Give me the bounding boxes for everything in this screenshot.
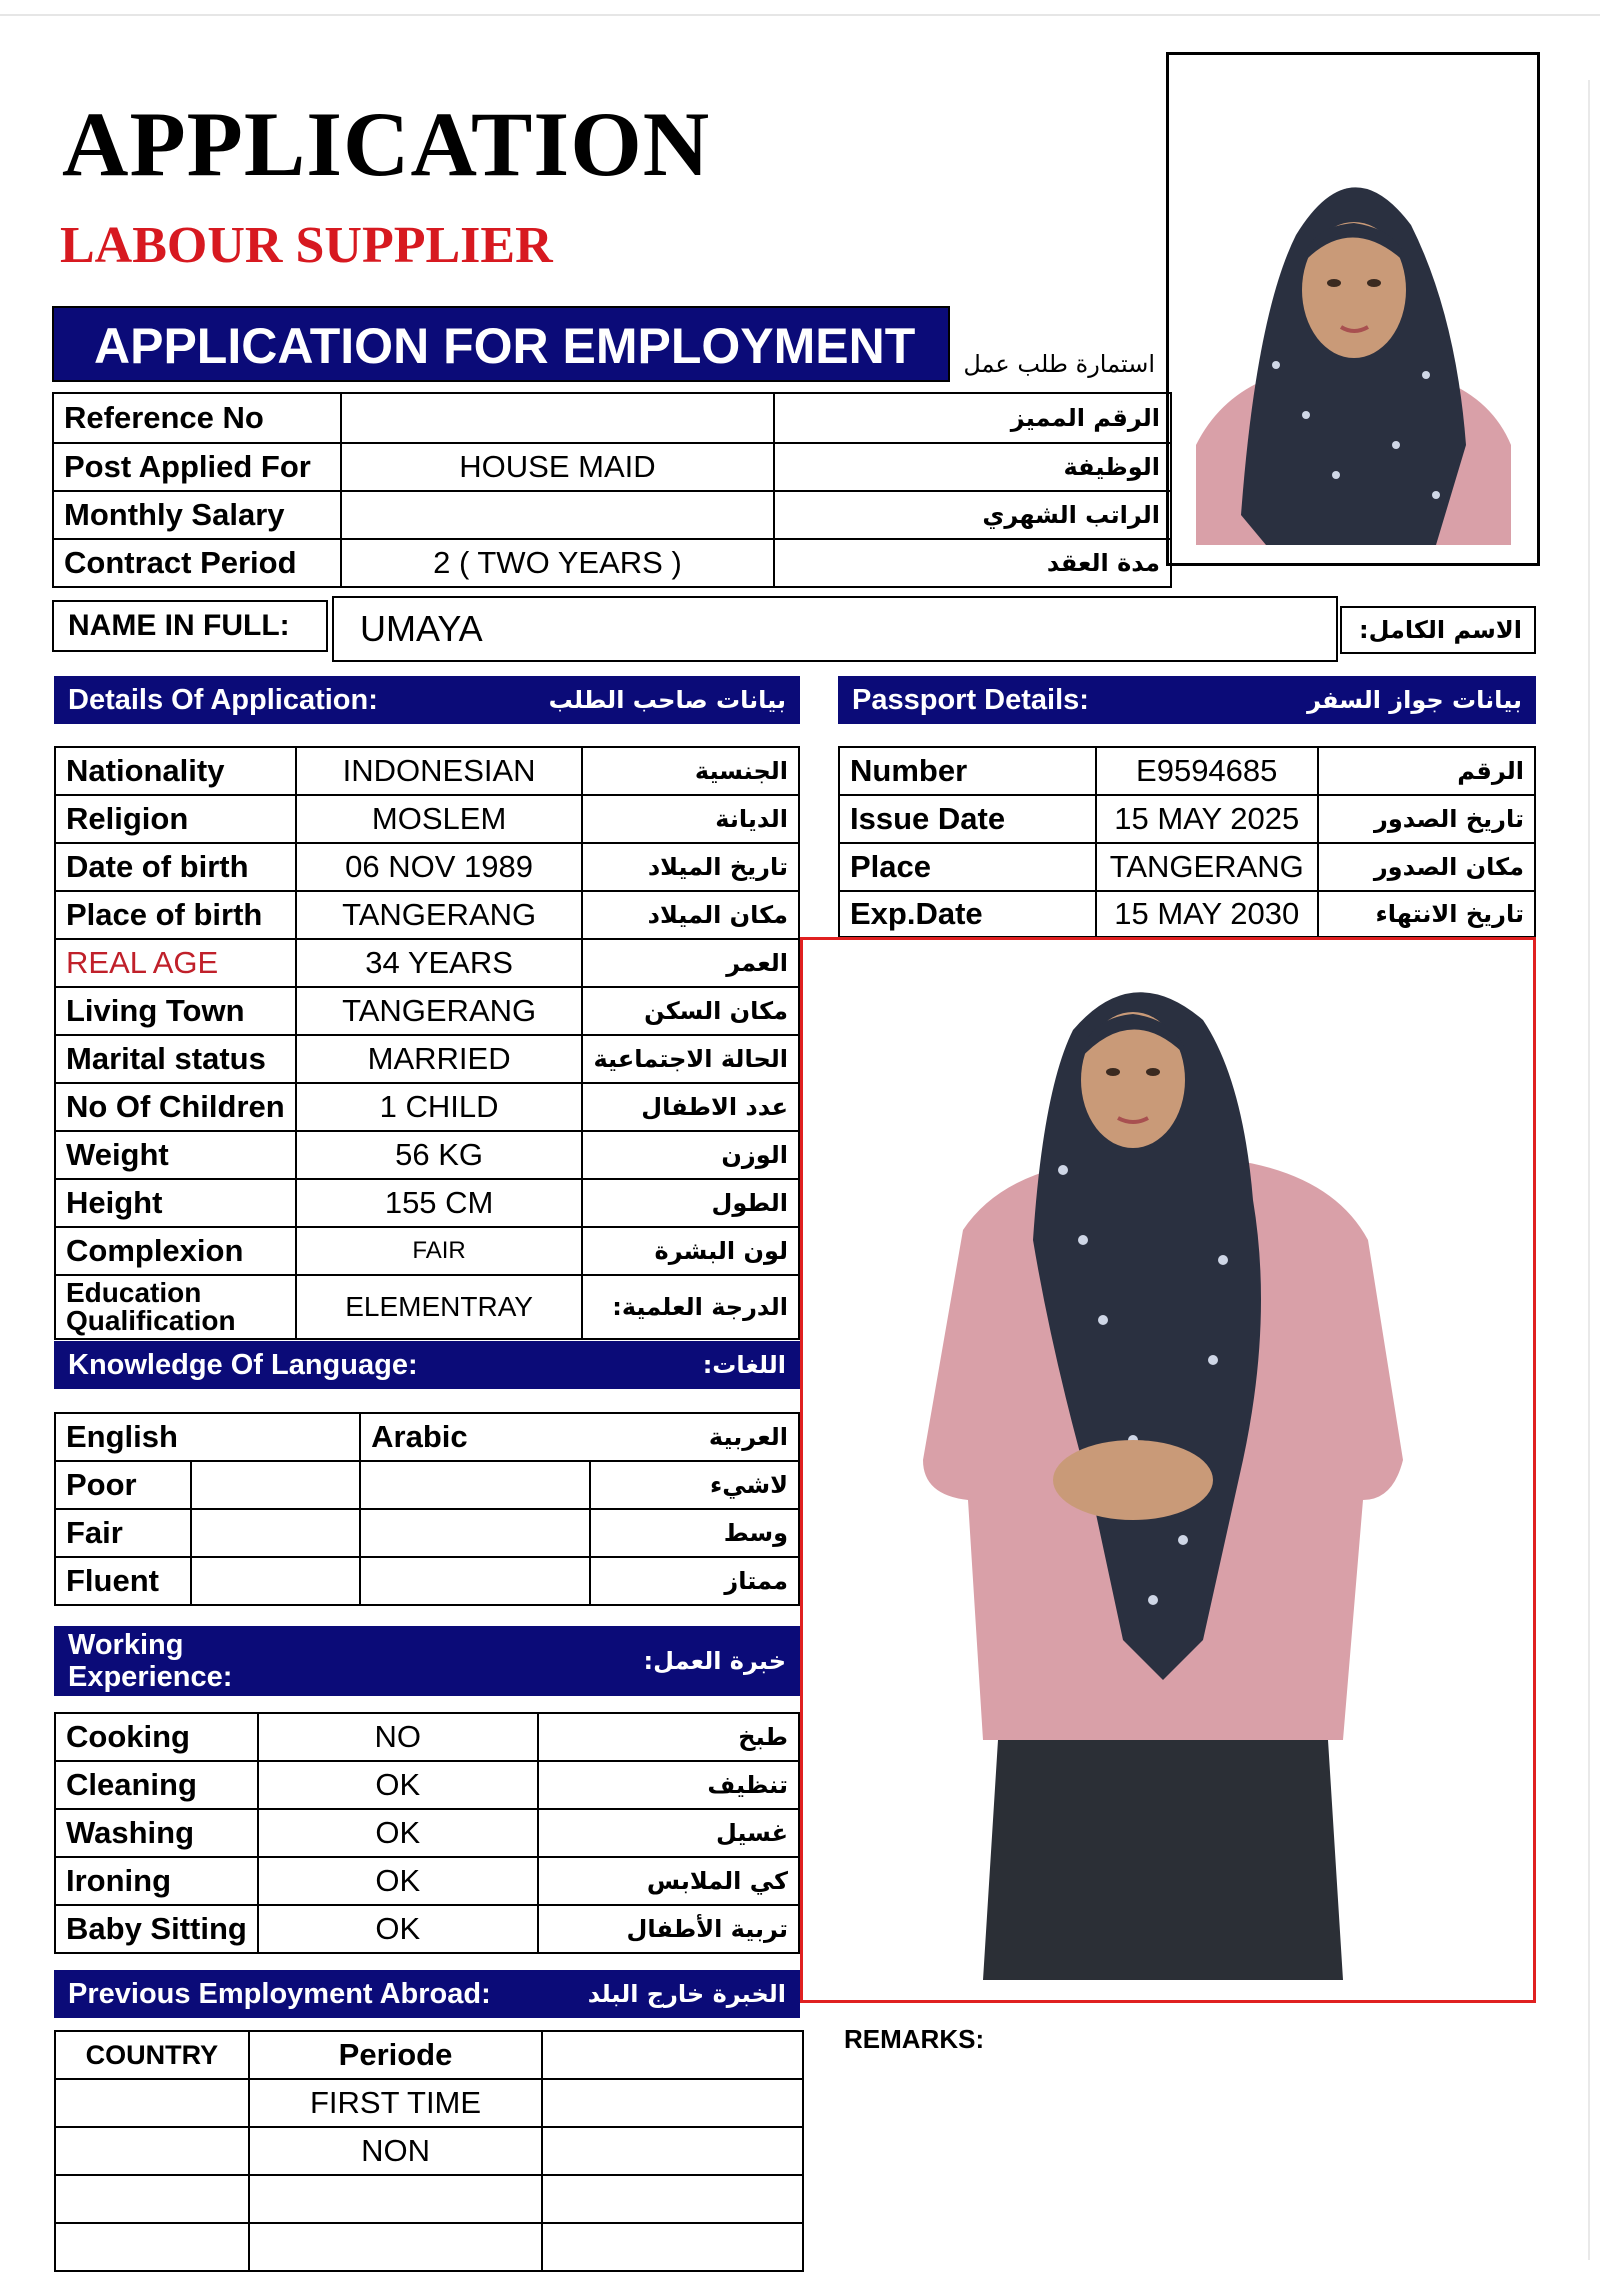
detail-value-weight[interactable]: 56 KG bbox=[296, 1131, 583, 1179]
exp-label-cleaning-ar: تنظيف bbox=[538, 1761, 799, 1809]
language-level-fair-ar: وسط bbox=[590, 1509, 799, 1557]
details-section-header bbox=[54, 676, 800, 724]
table-row bbox=[53, 491, 1171, 539]
passport-value-issue[interactable]: 15 MAY 2025 bbox=[1096, 795, 1318, 843]
previous-heading-arabic: الخبرة خارج البلد bbox=[587, 1980, 786, 2008]
language-arabic-fair-cell[interactable] bbox=[360, 1509, 589, 1557]
passport-label-issue-ar: تاريخ الصدور bbox=[1318, 795, 1535, 843]
job-label-reference-ar: الرقم المميز bbox=[774, 393, 1171, 443]
language-level-poor: Poor bbox=[55, 1461, 191, 1509]
detail-label-children-ar: عدد الاطفال bbox=[582, 1083, 799, 1131]
table-row bbox=[55, 2079, 803, 2127]
previous-period-4[interactable] bbox=[249, 2223, 542, 2271]
right-rule bbox=[1588, 80, 1590, 2260]
page-title: APPLICATION bbox=[62, 93, 711, 195]
detail-label-pob-ar: مكان الميلاد bbox=[582, 891, 799, 939]
exp-label-cooking: Cooking bbox=[55, 1713, 258, 1761]
job-label-salary: Monthly Salary bbox=[53, 491, 341, 539]
exp-value-cleaning[interactable]: OK bbox=[258, 1761, 538, 1809]
table-row bbox=[55, 1413, 799, 1461]
table-row bbox=[55, 1761, 799, 1809]
passport-label-number: Number bbox=[839, 747, 1096, 795]
table-row bbox=[55, 1809, 799, 1857]
detail-label-weight: Weight bbox=[55, 1131, 296, 1179]
exp-value-ironing[interactable]: OK bbox=[258, 1857, 538, 1905]
job-label-contract-ar: مدة العقد bbox=[774, 539, 1171, 587]
table-row bbox=[55, 1083, 799, 1131]
detail-label-complexion: Complexion bbox=[55, 1227, 296, 1275]
job-label-reference: Reference No bbox=[53, 393, 341, 443]
passport-heading-arabic: بيانات جواز السفر bbox=[1307, 686, 1522, 714]
detail-value-children[interactable]: 1 CHILD bbox=[296, 1083, 583, 1131]
passport-label-exp-ar: تاريخ الانتهاء bbox=[1318, 891, 1535, 937]
language-arabic-poor-cell[interactable] bbox=[360, 1461, 589, 1509]
job-label-salary-ar: الراتب الشهري bbox=[774, 491, 1171, 539]
table-row bbox=[55, 1227, 799, 1275]
detail-label-education: Education Qualification bbox=[55, 1275, 296, 1339]
table-row bbox=[55, 1557, 799, 1605]
passport-label-number-ar: الرقم bbox=[1318, 747, 1535, 795]
job-label-contract: Contract Period bbox=[53, 539, 341, 587]
job-label-post: Post Applied For bbox=[53, 443, 341, 491]
language-english-fair-cell[interactable] bbox=[191, 1509, 360, 1557]
previous-country-1[interactable] bbox=[55, 2079, 249, 2127]
passport-value-number[interactable]: E9594685 bbox=[1096, 747, 1318, 795]
previous-col-blank bbox=[542, 2031, 803, 2079]
detail-label-dob-ar: تاريخ الميلاد bbox=[582, 843, 799, 891]
table-row bbox=[839, 891, 1535, 937]
detail-label-pob: Place of birth bbox=[55, 891, 296, 939]
language-table bbox=[54, 1412, 800, 1606]
passport-label-place-ar: مكان الصدور bbox=[1318, 843, 1535, 891]
previous-employment-section-header bbox=[54, 1970, 800, 2018]
passport-table bbox=[838, 746, 1536, 938]
detail-value-height[interactable]: 155 CM bbox=[296, 1179, 583, 1227]
detail-label-marital: Marital status bbox=[55, 1035, 296, 1083]
table-row bbox=[55, 1857, 799, 1905]
detail-label-education-ar: الدرجة العلمية: bbox=[582, 1275, 799, 1339]
experience-section-header bbox=[54, 1626, 800, 1696]
table-row bbox=[55, 1905, 799, 1953]
remarks-label: REMARKS: bbox=[844, 2024, 985, 2054]
language-col-arabic-ar: العربية bbox=[590, 1413, 799, 1461]
table-row bbox=[839, 747, 1535, 795]
table-row bbox=[55, 1275, 799, 1339]
previous-col-period: Periode bbox=[249, 2031, 542, 2079]
language-arabic-fluent-cell[interactable] bbox=[360, 1557, 589, 1605]
exp-label-washing: Washing bbox=[55, 1809, 258, 1857]
detail-value-town[interactable]: TANGERANG bbox=[296, 987, 583, 1035]
exp-value-cooking[interactable]: NO bbox=[258, 1713, 538, 1761]
previous-period-2[interactable]: NON bbox=[249, 2127, 542, 2175]
table-row bbox=[55, 2175, 803, 2223]
detail-label-dob: Date of birth bbox=[55, 843, 296, 891]
language-col-english: English bbox=[55, 1413, 360, 1461]
previous-country-4[interactable] bbox=[55, 2223, 249, 2271]
detail-label-height: Height bbox=[55, 1179, 296, 1227]
table-row bbox=[55, 2127, 803, 2175]
table-row bbox=[55, 843, 799, 891]
table-row bbox=[55, 939, 799, 987]
detail-label-height-ar: الطول bbox=[582, 1179, 799, 1227]
name-label-arabic: الاسم الكامل: bbox=[1340, 606, 1536, 654]
language-level-fluent: Fluent bbox=[55, 1557, 191, 1605]
table-row bbox=[53, 539, 1171, 587]
detail-value-complexion[interactable]: FAIR bbox=[296, 1227, 583, 1275]
table-row bbox=[55, 2031, 803, 2079]
table-row bbox=[53, 443, 1171, 491]
detail-label-marital-ar: الحالة الاجتماعية bbox=[582, 1035, 799, 1083]
details-heading-arabic: بيانات صاحب الطلب bbox=[548, 686, 786, 714]
detail-label-age-ar: العمر bbox=[582, 939, 799, 987]
language-level-fair: Fair bbox=[55, 1509, 191, 1557]
previous-country-3[interactable] bbox=[55, 2175, 249, 2223]
exp-value-babysitting[interactable]: OK bbox=[258, 1905, 538, 1953]
previous-col-country: COUNTRY bbox=[55, 2031, 249, 2079]
experience-heading-line2: Experience: bbox=[68, 1661, 233, 1693]
portrait-photo bbox=[1186, 115, 1516, 545]
previous-period-1[interactable]: FIRST TIME bbox=[249, 2079, 542, 2127]
detail-label-town: Living Town bbox=[55, 987, 296, 1035]
job-value-contract[interactable]: 2 ( TWO YEARS ) bbox=[341, 539, 774, 587]
detail-label-nationality: Nationality bbox=[55, 747, 296, 795]
table-row bbox=[55, 1035, 799, 1083]
detail-value-nationality[interactable]: INDONESIAN bbox=[296, 747, 583, 795]
detail-label-town-ar: مكان السكن bbox=[582, 987, 799, 1035]
detail-value-religion[interactable]: MOSLEM bbox=[296, 795, 583, 843]
details-heading: Details Of Application: bbox=[68, 684, 378, 716]
exp-label-cleaning: Cleaning bbox=[55, 1761, 258, 1809]
job-label-post-ar: الوظيفة bbox=[774, 443, 1171, 491]
top-rule bbox=[0, 14, 1600, 16]
detail-label-religion-ar: الديانة bbox=[582, 795, 799, 843]
detail-label-children: No Of Children bbox=[55, 1083, 296, 1131]
passport-label-issue: Issue Date bbox=[839, 795, 1096, 843]
passport-value-place[interactable]: TANGERANG bbox=[1096, 843, 1318, 891]
job-info-table bbox=[52, 392, 1172, 588]
language-english-fluent-cell[interactable] bbox=[191, 1557, 360, 1605]
table-row bbox=[55, 795, 799, 843]
exp-label-babysitting-ar: تربية الأطفال bbox=[538, 1905, 799, 1953]
language-section-header bbox=[54, 1341, 800, 1389]
previous-period-3[interactable] bbox=[249, 2175, 542, 2223]
table-row bbox=[55, 2223, 803, 2271]
detail-label-age: REAL AGE bbox=[55, 939, 296, 987]
table-row bbox=[55, 1509, 799, 1557]
table-row bbox=[839, 843, 1535, 891]
table-row bbox=[55, 1179, 799, 1227]
detail-value-age[interactable]: 34 YEARS bbox=[296, 939, 583, 987]
job-value-salary[interactable] bbox=[341, 491, 774, 539]
job-value-post[interactable]: HOUSE MAID bbox=[341, 443, 774, 491]
experience-heading-line1: Working bbox=[68, 1629, 184, 1661]
form-title-arabic: استمارة طلب عمل bbox=[963, 350, 1155, 378]
exp-label-washing-ar: غسيل bbox=[538, 1809, 799, 1857]
table-row bbox=[55, 1461, 799, 1509]
name-label: NAME IN FULL: bbox=[52, 600, 328, 652]
detail-value-pob[interactable]: TANGERANG bbox=[296, 891, 583, 939]
passport-label-place: Place bbox=[839, 843, 1096, 891]
previous-heading: Previous Employment Abroad: bbox=[68, 1978, 491, 2010]
language-level-poor-ar: لاشيء bbox=[590, 1461, 799, 1509]
experience-table bbox=[54, 1712, 800, 1954]
detail-label-complexion-ar: لون البشرة bbox=[582, 1227, 799, 1275]
exp-label-ironing: Ironing bbox=[55, 1857, 258, 1905]
language-col-arabic: Arabic bbox=[360, 1413, 589, 1461]
full-length-photo bbox=[803, 940, 1533, 2000]
table-row bbox=[55, 891, 799, 939]
detail-label-nationality-ar: الجنسية bbox=[582, 747, 799, 795]
table-row bbox=[55, 1131, 799, 1179]
passport-label-exp: Exp.Date bbox=[839, 891, 1096, 937]
form-title-banner: APPLICATION FOR EMPLOYMENT bbox=[52, 306, 950, 382]
table-row bbox=[839, 795, 1535, 843]
table-row bbox=[55, 747, 799, 795]
name-field[interactable]: UMAYA bbox=[332, 596, 1338, 662]
passport-value-exp[interactable]: 15 MAY 2030 bbox=[1096, 891, 1318, 937]
previous-country-2[interactable] bbox=[55, 2127, 249, 2175]
previous-extra-3[interactable] bbox=[542, 2175, 803, 2223]
table-row bbox=[55, 1713, 799, 1761]
language-heading: Knowledge Of Language: bbox=[68, 1349, 418, 1381]
previous-employment-table bbox=[54, 2030, 804, 2272]
exp-label-ironing-ar: كي الملابس bbox=[538, 1857, 799, 1905]
previous-extra-1[interactable] bbox=[542, 2079, 803, 2127]
table-row bbox=[55, 987, 799, 1035]
language-heading-arabic: اللغات: bbox=[702, 1351, 786, 1379]
previous-extra-2[interactable] bbox=[542, 2127, 803, 2175]
previous-extra-4[interactable] bbox=[542, 2223, 803, 2271]
language-english-poor-cell[interactable] bbox=[191, 1461, 360, 1509]
language-level-fluent-ar: ممتاز bbox=[590, 1557, 799, 1605]
experience-heading-arabic: خبرة العمل: bbox=[643, 1647, 786, 1675]
job-value-reference[interactable] bbox=[341, 393, 774, 443]
exp-label-cooking-ar: طبخ bbox=[538, 1713, 799, 1761]
page-subtitle: LABOUR SUPPLIER bbox=[60, 217, 553, 274]
table-row bbox=[53, 393, 1171, 443]
detail-label-religion: Religion bbox=[55, 795, 296, 843]
details-table bbox=[54, 746, 800, 1340]
detail-value-marital[interactable]: MARRIED bbox=[296, 1035, 583, 1083]
detail-value-dob[interactable]: 06 NOV 1989 bbox=[296, 843, 583, 891]
detail-label-weight-ar: الوزن bbox=[582, 1131, 799, 1179]
exp-label-babysitting: Baby Sitting bbox=[55, 1905, 258, 1953]
passport-heading: Passport Details: bbox=[852, 684, 1089, 716]
detail-value-education[interactable]: ELEMENTRAY bbox=[296, 1275, 583, 1339]
exp-value-washing[interactable]: OK bbox=[258, 1809, 538, 1857]
passport-section-header bbox=[838, 676, 1536, 724]
